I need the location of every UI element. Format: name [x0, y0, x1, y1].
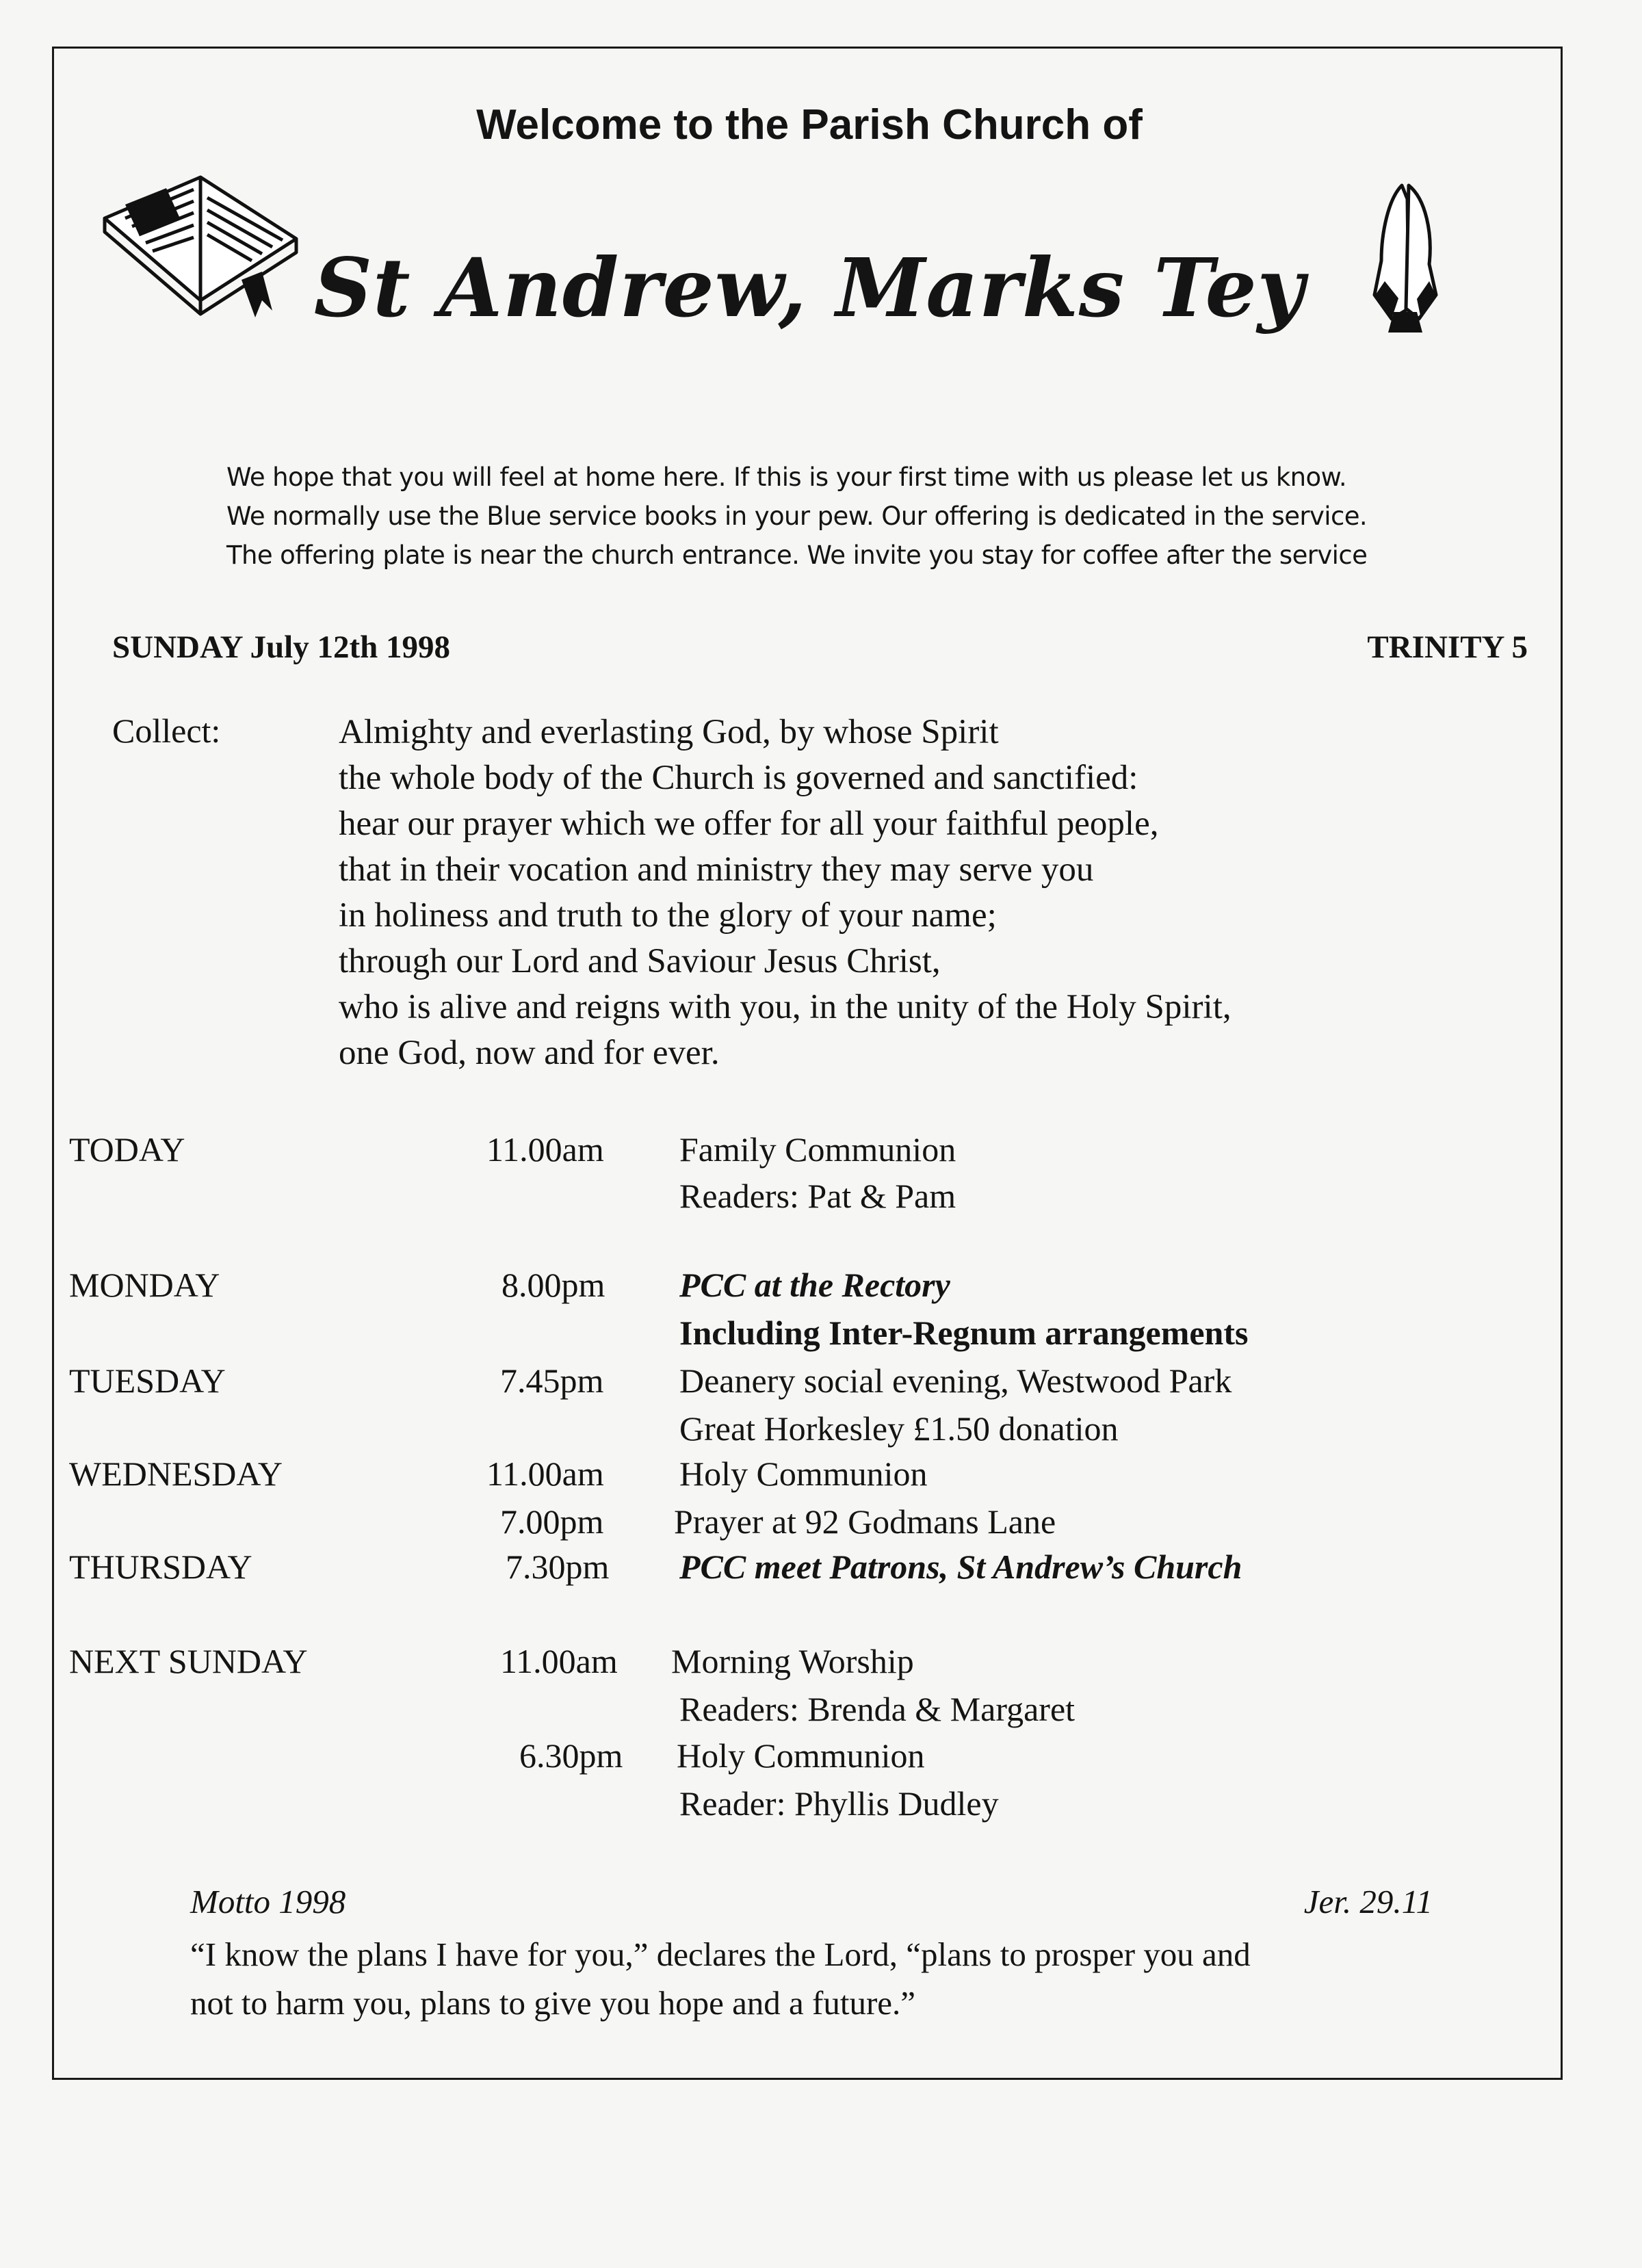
schedule-time: 11.00am	[500, 1642, 618, 1680]
motto-quote-line: “I know the plans I have for you,” declares the Lord, “plans to prosper you and	[190, 1935, 1251, 1973]
welcome-line: We hope that you will feel at home here. If this is your first time with us please let us know.	[226, 462, 1346, 492]
welcome-message	[226, 458, 1367, 575]
schedule-day: TODAY	[69, 1130, 185, 1169]
schedule-day: NEXT SUNDAY	[69, 1642, 308, 1680]
welcome-heading: Welcome to the Parish Church of	[476, 101, 1143, 148]
collect-line: who is alive and reigns with you, in the unity of the Holy Spirit,	[339, 988, 1232, 1026]
schedule-event: Readers: Brenda & Margaret	[679, 1690, 1076, 1728]
schedule-time: 6.30pm	[519, 1736, 623, 1775]
motto-label: Motto 1998	[190, 1883, 346, 1920]
motto-quote-line: not to harm you, plans to give you hope and a future.”	[190, 1984, 916, 2022]
schedule-event: PCC meet Patrons, St Andrew’s Church	[679, 1548, 1242, 1586]
schedule-time: 7.45pm	[500, 1361, 604, 1400]
schedule-time: 7.30pm	[506, 1548, 610, 1586]
schedule-day: THURSDAY	[69, 1548, 252, 1586]
liturgical-week: TRINITY 5	[1367, 629, 1528, 665]
schedule-time: 7.00pm	[500, 1502, 604, 1541]
schedule-time: 11.00am	[486, 1130, 604, 1169]
schedule-day: MONDAY	[69, 1266, 220, 1304]
service-date: SUNDAY July 12th 1998	[112, 629, 451, 665]
collect-line: through our Lord and Saviour Jesus Christ,	[339, 942, 941, 980]
collect-line: in holiness and truth to the glory of your name;	[339, 896, 997, 935]
schedule-event: Holy Communion	[677, 1736, 925, 1775]
schedule-event: Family Communion	[679, 1130, 956, 1169]
schedule-event: Great Horkesley £1.50 donation	[679, 1409, 1119, 1448]
church-name: St Andrew, Marks Tey	[313, 240, 1305, 335]
schedule-event: PCC at the Rectory	[679, 1266, 950, 1304]
schedule-event: Prayer at 92 Godmans Lane	[674, 1502, 1056, 1541]
schedule-day: WEDNESDAY	[69, 1455, 283, 1493]
collect-line: the whole body of the Church is governed and sanctified:	[339, 759, 1138, 797]
motto-quote	[190, 1930, 1251, 2027]
schedule-event: Reader: Phyllis Dudley	[679, 1784, 999, 1823]
schedule-time: 11.00am	[486, 1455, 604, 1493]
collect-label: Collect:	[112, 712, 221, 750]
collect-prayer	[339, 709, 1232, 1076]
schedule-event: Holy Communion	[679, 1455, 928, 1493]
welcome-line: The offering plate is near the church entrance. We invite you stay for coffee after the service	[226, 540, 1368, 570]
schedule-time: 8.00pm	[501, 1266, 605, 1304]
collect-line: hear our prayer which we offer for all your faithful people,	[339, 805, 1159, 843]
collect-line: Almighty and everlasting God, by whose Spirit	[339, 713, 999, 751]
schedule-event: Morning Worship	[671, 1642, 914, 1680]
schedule-event: Including Inter-Regnum arrangements	[679, 1314, 1249, 1352]
collect-line: that in their vocation and ministry they may serve you	[339, 850, 1094, 889]
motto-reference: Jer. 29.11	[1303, 1883, 1433, 1920]
collect-line: one God, now and for ever.	[339, 1034, 720, 1072]
schedule-day: TUESDAY	[69, 1361, 226, 1400]
welcome-line: We normally use the Blue service books in your pew. Our offering is dedicated in the service.	[226, 501, 1368, 531]
schedule-event: Deanery social evening, Westwood Park	[679, 1361, 1232, 1400]
bulletin-frame	[52, 47, 1563, 2080]
schedule-event: Readers: Pat & Pam	[679, 1177, 956, 1215]
